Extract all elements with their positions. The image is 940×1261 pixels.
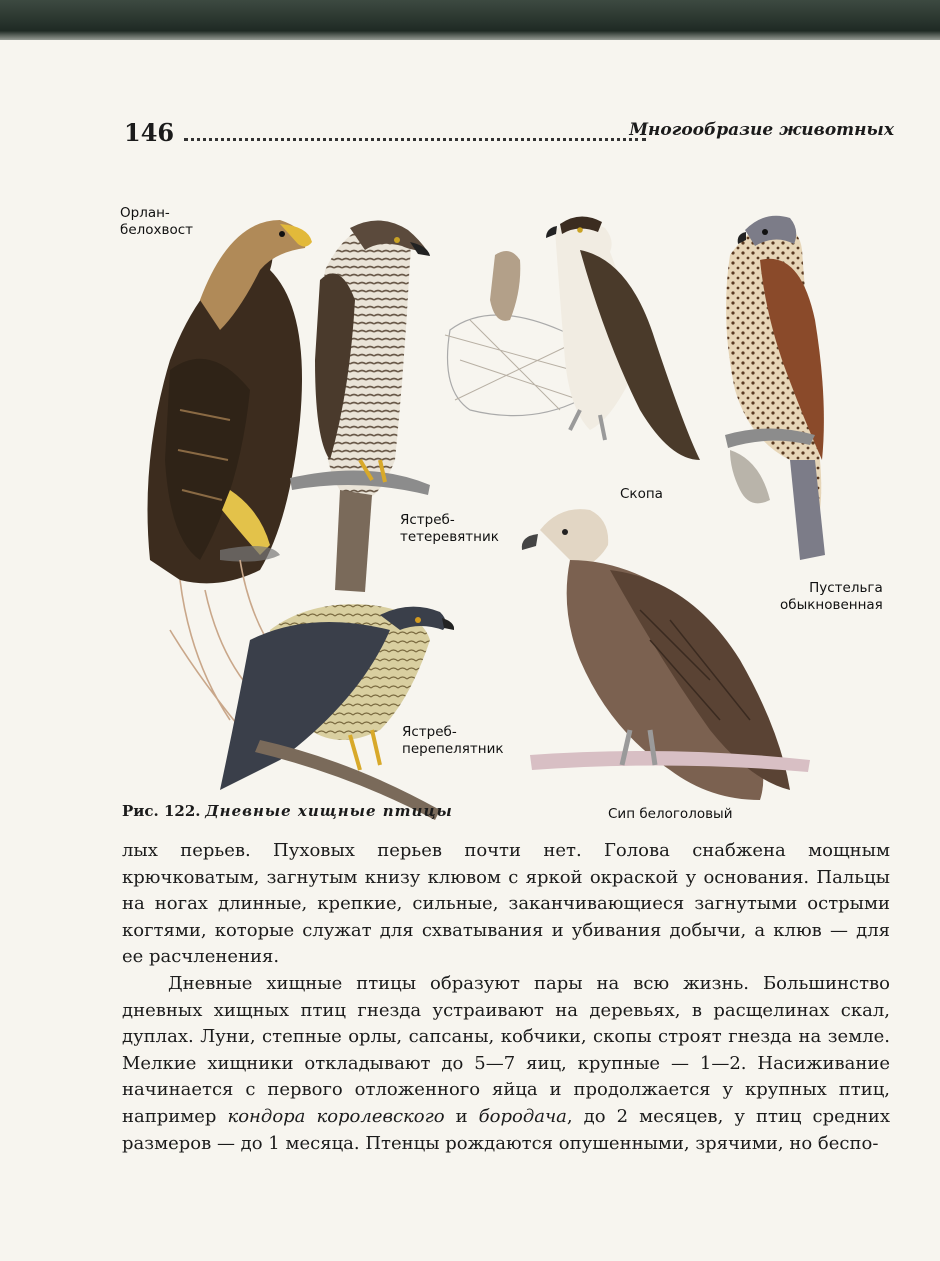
birds-svg — [110, 160, 900, 840]
paragraph-2-part-b: и — [444, 1105, 479, 1127]
kestrel-illustration — [725, 216, 825, 560]
figure-caption — [122, 802, 453, 820]
label-vulture: Сип белоголовый — [608, 806, 733, 822]
page-number: 146 — [124, 118, 175, 147]
term-condor: кондора королевского — [227, 1105, 445, 1127]
label-eagle: Орлан- белохвост — [120, 205, 194, 238]
label-goshawk: Ястреб- тетеревятник — [400, 512, 499, 545]
eagle-illustration — [148, 220, 313, 583]
label-kestrel: Пустельга обыкновенная — [780, 580, 883, 613]
osprey-illustration — [445, 216, 700, 460]
running-title: Многообразие животных — [629, 120, 894, 140]
paragraph-2 — [122, 971, 890, 1157]
book-page — [0, 40, 940, 1261]
caption-title: Дневные хищные птицы — [205, 802, 453, 820]
label-sparrowhawk: Ястреб- перепелятник — [402, 724, 504, 757]
paragraph-1: лых перьев. Пуховых перьев почти нет. Голова снабжена мощным крючковатым, загнутым книзу клювом с яркой окраской у основания. Пальцы на ногах длинные, крепкие, сильные, заканчивающиеся загнутыми острыми когтями, которые служат для схватывания и убивания добычи, а клюв — для ее расчленения. — [122, 840, 890, 968]
scan-edge — [0, 0, 940, 44]
sparrowhawk-illustration — [170, 560, 454, 820]
label-osprey: Скопа — [620, 486, 663, 502]
paragraph-2-part-a: Дневные хищные птицы образуют пары на всю жизнь. Большинство дневных хищных птиц гнезда устраивают на деревьях, в расщелинах скал, дуплах. Луни, степные орлы, сапсаны, кобчики, скопы строят гнезда на земле. Мелкие хищники откладывают до 5—7 яиц, крупные — 1—2. Насиживание начинается с первого отложенного яйца и продолжается у крупных птиц, например — [122, 972, 890, 1127]
term-bearded-vulture: бородача — [478, 1105, 567, 1127]
birds-illustration — [110, 160, 900, 840]
paragraph-2-part-c: , до 2 месяцев, у птиц средних размеров — до 1 месяца. Птенцы рождаются опушенными, зрячими, но беспо- — [122, 1105, 890, 1154]
caption-prefix: Рис. 122. — [122, 802, 201, 820]
header-dot-leader — [184, 138, 646, 141]
page-header — [124, 118, 894, 154]
body-text — [122, 838, 890, 1157]
vulture-illustration — [522, 509, 810, 800]
